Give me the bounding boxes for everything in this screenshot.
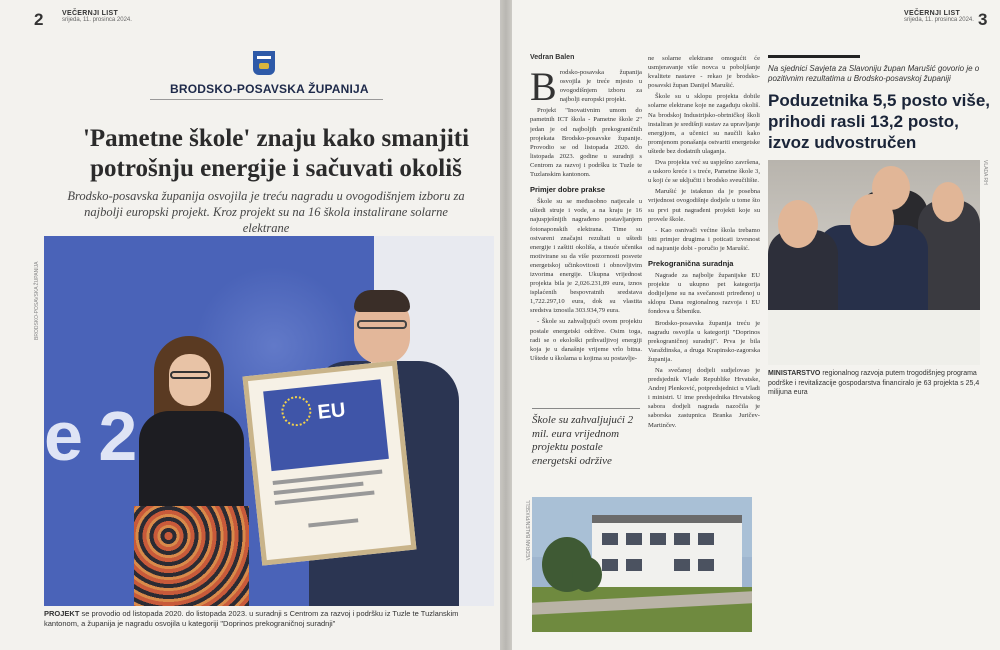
paragraph: Projekt "Inovativnim umom do pametnih ICT škola - Pametne škole 2" jedan je od najboljih prekograničnih projekata Brodsko-posavske županije. Provodio se od listopada 2020. do listopada 2023. godine u suradnji s Centrom za razvoj i podršku iz Tuzle te Tuzlanskim kantonom.: [530, 107, 642, 179]
paragraph: ne solarne elektrane omogućit će usmjeravanje više novca u poboljšanje kvalitete nastave - rekao je brodsko-posavski župan Danijel Marušić.: [648, 55, 760, 90]
pullquote-rule: [532, 408, 640, 409]
caption-text: regionalnog razvoja putem trogodišnjeg programa podrške i revitalizacije gospodarstva financiralo je 63 projekta s 25,4 milijuna eura: [768, 370, 980, 396]
paper-name: VEČERNJI LIST: [904, 10, 961, 17]
section-title: BRODSKO-POSAVSKA ŽUPANIJA: [170, 82, 369, 96]
paragraph: Škole su u sklopu projekta dobile solarne elektrane koje ne zagađuju okoliš. Na brodskoj Industrijsko-obrtničkoj školi instaliran je središnji sustav za upravljanje energijom, a učenici su naučili kako promjenom ponašanja ostvariti energetske uštede bez dodatnih ulaganja.: [648, 93, 760, 155]
photo-credit: BRODSKO-POSAVSKA ŽUPANIJA: [34, 261, 40, 340]
paragraph: - Kao osnivači većine škola trebamo biti primjer drugima i poticati izvrsnost od najranije dobi - poručio je Marušić.: [648, 226, 760, 252]
tree: [572, 557, 602, 592]
photo-caption: [44, 609, 484, 629]
meeting-table: [768, 310, 980, 365]
article-lede: Brodsko-posavska županija osvojila je treću nagradu u ovogodišnjem izboru za najbolji europski projekt. Kroz projekt su na 16 škola instalirane solarne elektrane: [67, 189, 465, 235]
caption-lead: MINISTARSTVO: [768, 370, 821, 377]
page-number: 3: [978, 10, 988, 29]
author-byline: Vedran Balen: [530, 54, 575, 61]
story2-headline: Poduzetnika 5,5 posto više, prihodi rasli 13,2 posto, izvoz udvostručen: [768, 91, 991, 152]
page-header: [904, 10, 974, 23]
photo-credit: VLADA RH: [982, 160, 988, 185]
subheading: Prekogranična suradnja: [648, 258, 734, 268]
woman-figure: [134, 336, 254, 606]
paragraph: Škole su se međusobno natjecale u uštedi struje i vode, a na kraju je 16 najuspješnijih nagrađeno postavljanjem fotonaponskih elektrana. Time su ostvareni značajni rezultati u uštedi energije i zaštiti okoliša, a tisuće učenika motivirane su da više pozornosti posvete energetskoj učinkovitosti i obnovljivim izvorima energije. Ukupna vrijednost projekta bila je 2,026.231,89 eura, iznos isplaćenih bespovratnih sredstava 1,722.297,10 eura, dok su vlastita sredstva iznosila 303.934,79 eura.: [530, 198, 642, 315]
meeting-photo: [768, 160, 980, 365]
paragraph: Dva projekta već su uspješno završena, a uskoro kreće i s treće, Pametne škole 3, u koji će se uključiti i brodsko sveučilište.: [648, 159, 760, 185]
paragraph: Nagrade za najbolje županijske EU projekte u ukupno pet kategorija dodijeljene su na svečanosti priređenoj u sklopu Dana regionalnog razvoja i EU fondova u Šibeniku.: [648, 272, 760, 316]
award-photo: [44, 236, 494, 606]
article-headline: 'Pametne škole' znaju kako smanjiti potrošnju energije i sačuvati okoliš: [82, 125, 470, 182]
article-column-1: [530, 68, 642, 404]
paragraph: Brodsko-posavska županija treću je nagradu osvojila u kategoriji "Doprinos prekograničnoj suradnji". Prva je bila Varaždinska, a druga Krapinsko-zagorska županija.: [648, 319, 760, 363]
paragraph: Na svečanoj dodjeli sudjelovao je predsjednik Vlade Republike Hrvatske, Andrej Plenković, potpredsjednici u Vladi i ministri. U ime predsjednika Hrvatskog sabora dodjeli nagrada nazočila je saborska zastupnica Branka Juričev-Martinčev.: [648, 367, 760, 429]
article-column-2: [648, 54, 760, 492]
award-eu-text: EU: [316, 399, 347, 424]
right-page: [512, 0, 1000, 650]
paragraph: - Škole su zahvaljujući ovom projektu postale energetski održive. Osim toga, radi se o ekološki prihvatljivoj energiji koja je u današnje vrijeme vrlo bitna. Uštede u školama u kojima su postavlje-: [530, 318, 642, 362]
page-number: 2: [34, 10, 44, 29]
photo-credit: VEDRAN BALEN/PIXSELL: [526, 500, 532, 561]
school-building: [592, 515, 742, 587]
section-rule: [150, 99, 383, 100]
school-building-photo: [532, 497, 752, 632]
drop-cap: B: [530, 68, 557, 109]
caption-text: se provodio od listopada 2020. do listopada 2023. u suradnji s Centrom za razvoj i podršku iz Tuzle te Tuzlanskim kantonom, a županija je nagradu osvojila u kategoriji "Doprinos prekograničnoj suradnji": [44, 609, 459, 628]
backdrop-text: e 2: [44, 397, 136, 475]
caption-lead: PROJEKT: [44, 609, 80, 618]
page-header: [62, 10, 132, 23]
photo-caption: [768, 369, 980, 398]
story2-intro: Na sjednici Savjeta za Slavoniju župan Marušić govorio je o pozitivnim rezultatima u Brodsko-posavskoj županiji: [768, 64, 980, 83]
story-rule: [768, 55, 860, 58]
county-crest-icon: [253, 51, 275, 75]
paragraph: Brodsko-posavska županija osvojila je treće mjesto u ovogodišnjem izboru za najbolji europski projekt.: [530, 68, 642, 109]
paragraph: Marušić je istaknuo da je posebna vrijednost ovogodišnje dodjele u tome što su prvi put nagrađeni projekti koje su provele škole.: [648, 188, 760, 223]
award-certificate: [242, 360, 416, 565]
paper-name: VEČERNJI LIST: [62, 10, 119, 17]
issue-date: srijeda, 11. prosinca 2024.: [904, 17, 974, 23]
issue-date: srijeda, 11. prosinca 2024.: [62, 17, 132, 23]
pull-quote: Škole su zahvaljujući 2 mil. eura vrijednom projektu postale energetski održive: [532, 414, 634, 467]
subheading: Primjer dobre prakse: [530, 185, 606, 195]
